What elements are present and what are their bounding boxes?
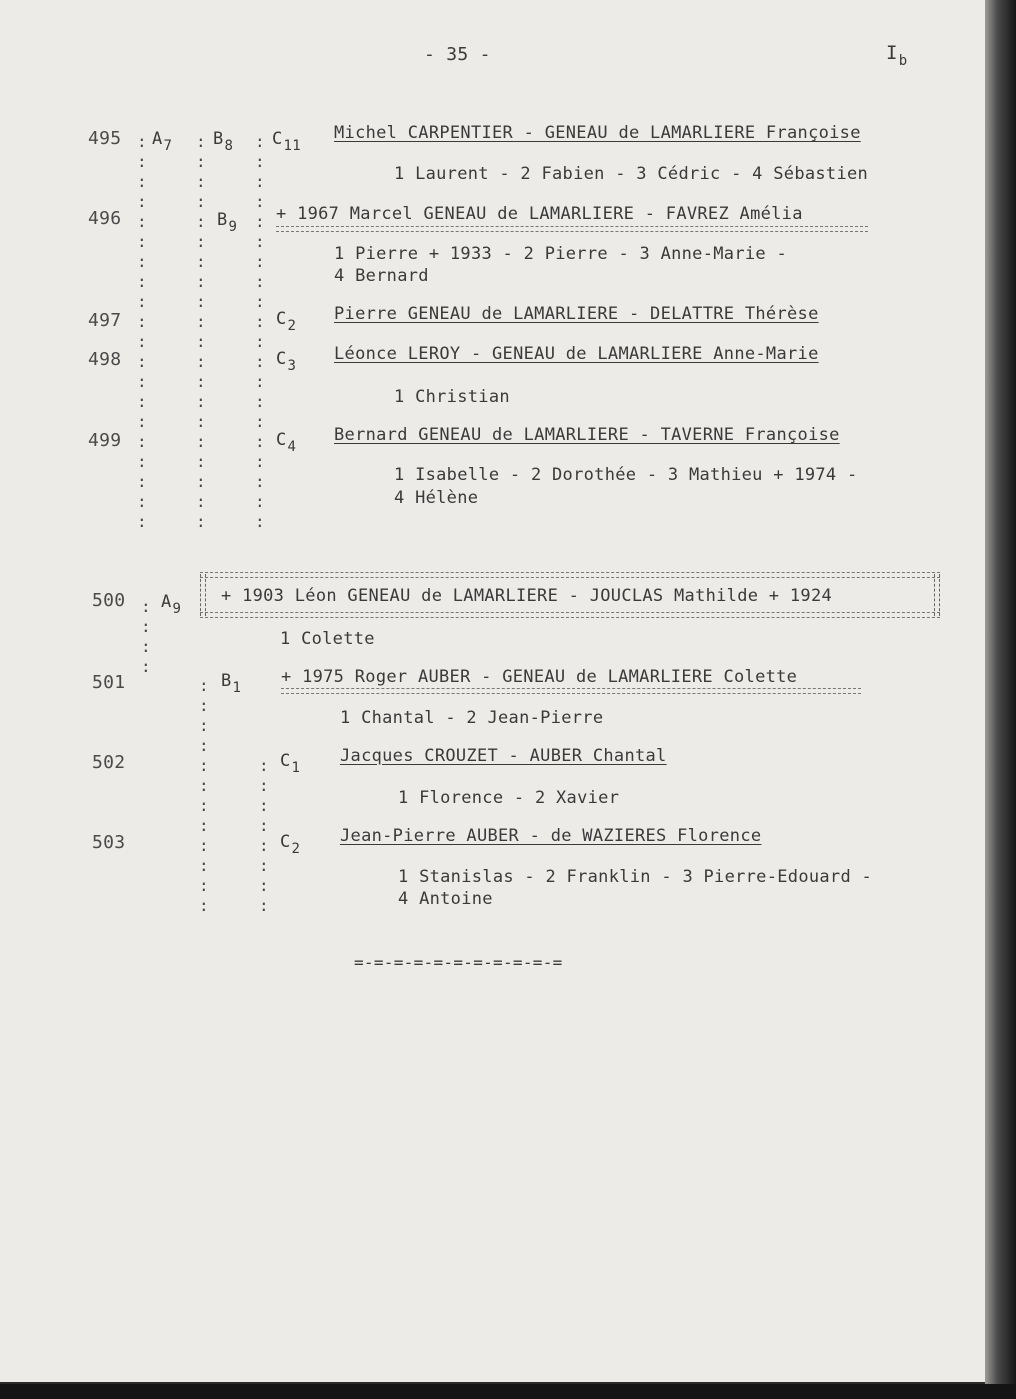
children-498: 1 Christian [394, 387, 510, 407]
gen-marker-c-495: $C_{11}$ [272, 129, 302, 154]
entry-number-501: 501 [92, 672, 126, 693]
entry-number-500: 500 [92, 590, 126, 611]
gen-marker-a-495: $A_7$ [152, 129, 173, 154]
double-rule-496 [276, 226, 868, 232]
tree-guide-col-a2: : : : : [141, 597, 151, 676]
tree-guide-col-c: : : : : : : : : : : : : : : : : : : : : [255, 132, 265, 531]
gen-marker-b-501: $B_1$ [221, 671, 242, 696]
entry-number-499: 499 [88, 430, 122, 451]
gen-marker-c-503: $C_2$ [280, 832, 301, 857]
children-496-line1: 1 Pierre + 1933 - 2 Pierre - 3 Anne-Marie - [334, 244, 787, 264]
children-503-line2: 4 Antoine [398, 889, 493, 909]
section-main: I [886, 42, 898, 64]
entry-number-502: 502 [92, 752, 126, 773]
tree-guide-col-b2: : : : : : : : : : : : : [199, 676, 209, 915]
couple-title-502: Jacques CROUZET - AUBER Chantal [340, 746, 667, 766]
gen-marker-b-496: $B_9$ [217, 210, 238, 235]
children-499-line1: 1 Isabelle - 2 Dorothée - 3 Mathieu + 1974 - [394, 465, 858, 485]
couple-title-498: Léonce LEROY - GENEAU de LAMARLIERE Anne-Marie [334, 344, 819, 364]
couple-title-501: + 1975 Roger AUBER - GENEAU de LAMARLIERE Colette [281, 667, 798, 687]
children-503-line1: 1 Stanislas - 2 Franklin - 3 Pierre-Edouard - [398, 867, 873, 887]
children-495: 1 Laurent - 2 Fabien - 3 Cédric - 4 Sébastien [394, 164, 869, 184]
footer-rule: =-=-=-=-=-=-=-=-=-=-= [354, 953, 563, 972]
gen-marker-a-500: $A_9$ [161, 592, 182, 617]
couple-title-495: Michel CARPENTIER - GENEAU de LAMARLIERE Françoise [334, 123, 861, 143]
gen-marker-c-499: $C_4$ [276, 430, 297, 455]
box-right-edge-500 [934, 574, 940, 616]
entry-number-496: 496 [88, 208, 122, 229]
children-496-line2: 4 Bernard [334, 266, 429, 286]
entry-number-498: 498 [88, 349, 122, 370]
tree-guide-col-c2: : : : : : : : : [259, 756, 269, 915]
box-top-rule-500 [200, 572, 940, 578]
couple-title-499: Bernard GENEAU de LAMARLIERE - TAVERNE Françoise [334, 425, 840, 445]
box-bottom-rule-500 [200, 612, 940, 618]
couple-title-500: + 1903 Léon GENEAU de LAMARLIERE - JOUCLAS Mathilde + 1924 [221, 586, 833, 606]
gen-marker-c-498: $C_3$ [276, 349, 297, 374]
gen-marker-c-502: $C_1$ [280, 751, 301, 776]
section-marker [886, 42, 908, 69]
children-501: 1 Chantal - 2 Jean-Pierre [340, 708, 604, 728]
gen-marker-c-497: $C_2$ [276, 309, 297, 334]
box-left-edge-500 [200, 574, 206, 616]
double-rule-501 [281, 688, 861, 694]
entry-number-495: 495 [88, 128, 122, 149]
children-500: 1 Colette [280, 629, 375, 649]
scan-edge-bottom [0, 1384, 1016, 1399]
page-number: - 35 - [424, 44, 491, 65]
tree-guide-col-a: : : : : : : : : : : : : : : : : : : : : [137, 132, 147, 531]
entry-number-503: 503 [92, 832, 126, 853]
scan-edge-right [985, 0, 1016, 1399]
entry-number-497: 497 [88, 310, 122, 331]
gen-marker-b-495: $B_8$ [213, 129, 234, 154]
couple-title-497: Pierre GENEAU de LAMARLIERE - DELATTRE Thérèse [334, 304, 819, 324]
section-sub: b [898, 53, 908, 69]
tree-guide-col-b: : : : : : : : : : : : : : : : : : : : : [196, 132, 206, 531]
couple-title-496: + 1967 Marcel GENEAU de LAMARLIERE - FAVREZ Amélia [276, 204, 803, 224]
couple-title-503: Jean-Pierre AUBER - de WAZIERES Florence [340, 826, 762, 846]
children-502: 1 Florence - 2 Xavier [398, 788, 620, 808]
children-499-line2: 4 Hélène [394, 488, 479, 508]
